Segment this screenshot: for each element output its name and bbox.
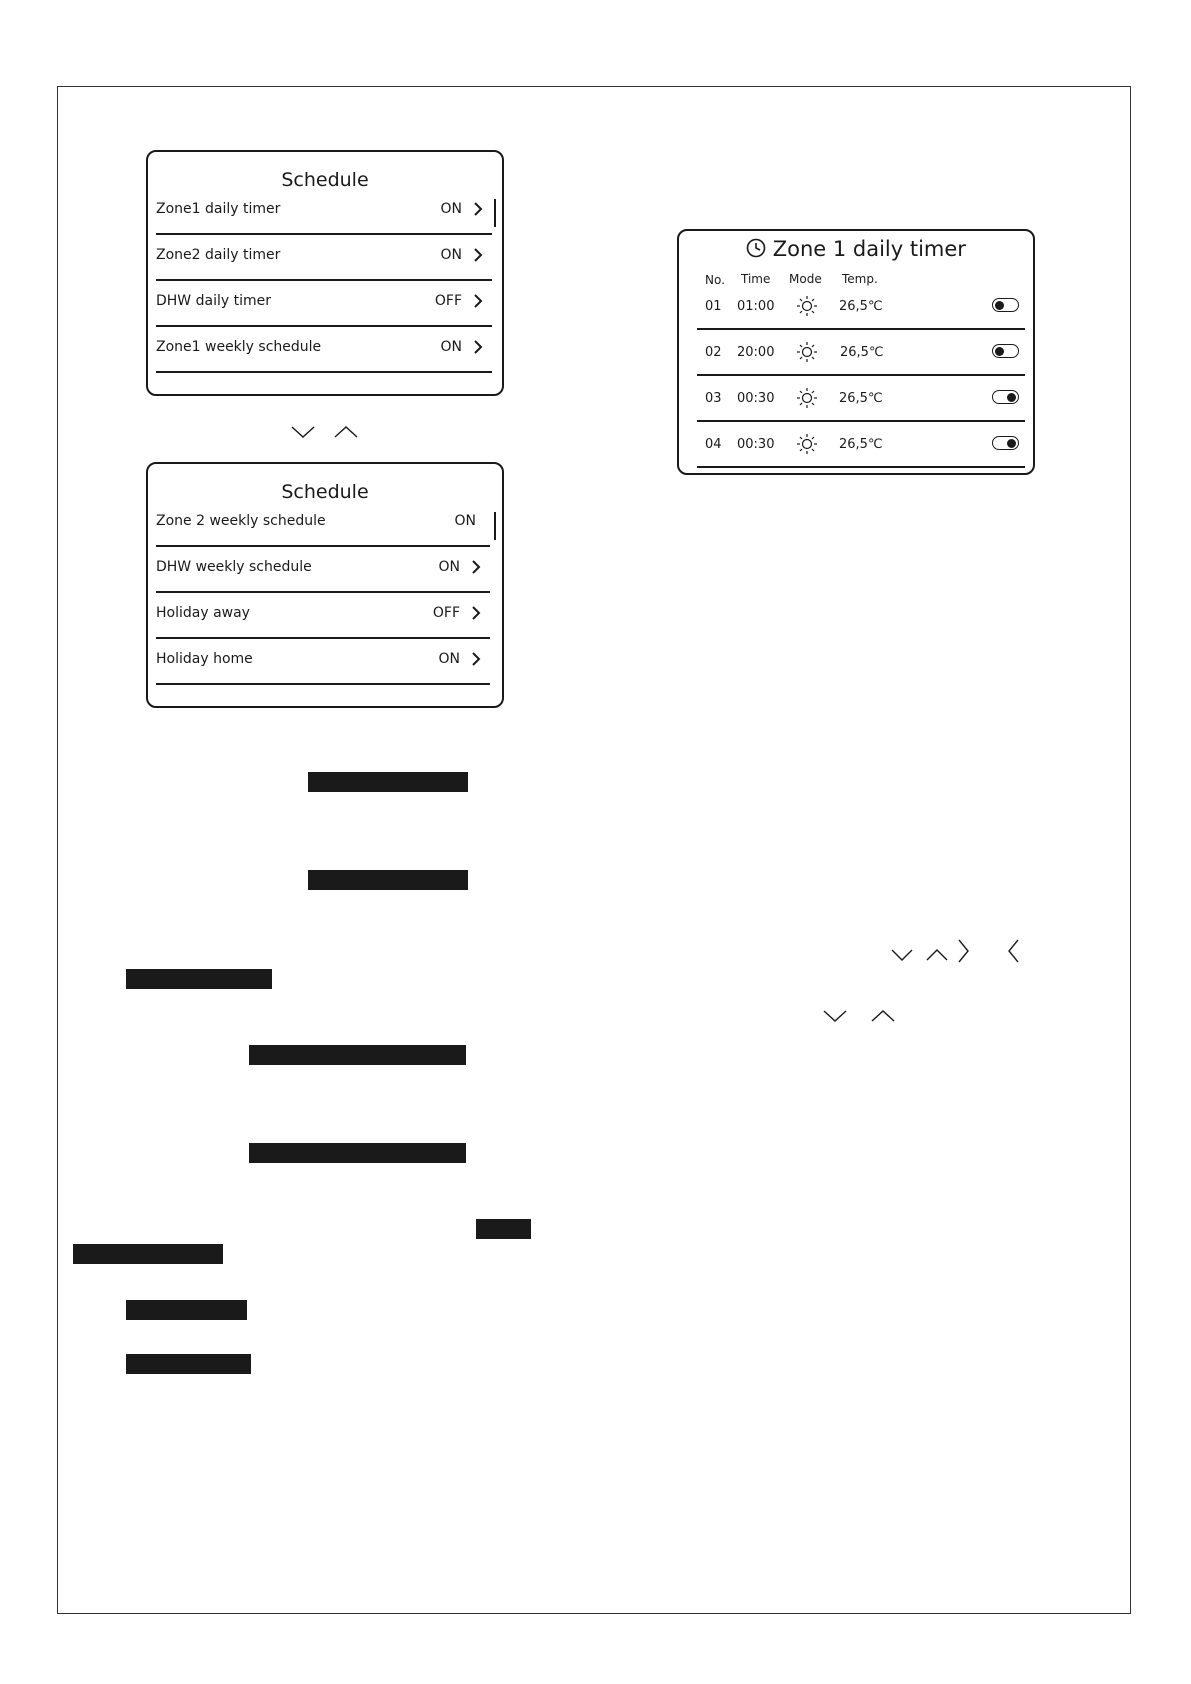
timer-toggle[interactable]	[992, 390, 1019, 404]
toggle-knob	[995, 301, 1004, 310]
column-header-mode: Mode	[789, 272, 822, 286]
menu-item-zone1-daily-timer[interactable]	[156, 189, 492, 235]
redaction-bar	[308, 870, 468, 890]
menu-item-label: DHW weekly schedule	[156, 559, 312, 575]
timer-no: 03	[705, 391, 722, 406]
menu-item-zone1-weekly-schedule[interactable]	[156, 327, 492, 373]
timer-no: 04	[705, 437, 722, 452]
timer-time: 20:00	[737, 345, 775, 360]
chevron-right-icon	[468, 559, 484, 575]
chevron-right-icon	[956, 938, 970, 964]
sun-icon	[796, 341, 818, 363]
timer-row[interactable]	[697, 422, 1025, 468]
column-header-time: Time	[741, 272, 771, 286]
schedule-panel-2	[146, 462, 504, 708]
menu-item-holiday-away[interactable]	[156, 593, 490, 639]
sun-icon	[796, 433, 818, 455]
timer-row[interactable]	[697, 330, 1025, 376]
chevron-right-icon	[468, 605, 484, 621]
timer-title	[679, 237, 1033, 261]
zone1-daily-timer-panel	[677, 229, 1035, 475]
menu-item-status: ON	[454, 513, 476, 529]
sun-icon	[796, 295, 818, 317]
timer-time: 00:30	[737, 437, 775, 452]
scroll-down-icon	[290, 424, 316, 440]
menu-item-status: ON	[440, 247, 462, 263]
scrollbar[interactable]	[494, 199, 496, 227]
menu-item-status: OFF	[434, 293, 462, 309]
menu-item-status: OFF	[432, 605, 460, 621]
menu-item-status: ON	[440, 201, 462, 217]
redaction-bar	[308, 772, 468, 792]
timer-time: 01:00	[737, 299, 775, 314]
timer-toggle[interactable]	[992, 298, 1019, 312]
chevron-left-icon	[1007, 938, 1021, 964]
timer-title-text: Zone 1 daily timer	[772, 237, 966, 261]
schedule-panel-1	[146, 150, 504, 396]
menu-item-label: Zone 2 weekly schedule	[156, 513, 326, 529]
menu-item-status: ON	[438, 651, 460, 667]
chevron-right-icon	[468, 651, 484, 667]
chevron-up-icon	[870, 1008, 896, 1024]
panel-title: Schedule	[281, 169, 369, 191]
timer-toggle[interactable]	[992, 436, 1019, 450]
timer-no: 02	[705, 345, 722, 360]
chevron-down-icon	[822, 1008, 848, 1024]
menu-item-label: Zone1 daily timer	[156, 201, 281, 217]
menu-item-status: ON	[438, 559, 460, 575]
redaction-bar	[126, 1354, 251, 1374]
toggle-knob	[995, 347, 1004, 356]
chevron-right-icon	[470, 293, 486, 309]
redaction-bar	[249, 1045, 466, 1065]
menu-item-zone2-daily-timer[interactable]	[156, 235, 492, 281]
chevron-right-icon	[470, 339, 486, 355]
menu-item-dhw-daily-timer[interactable]	[156, 281, 492, 327]
menu-item-label: Zone2 daily timer	[156, 247, 281, 263]
timer-time: 00:30	[737, 391, 775, 406]
redaction-bar	[476, 1219, 531, 1239]
timer-no: 01	[705, 299, 722, 314]
column-header-temp: Temp.	[842, 272, 878, 286]
panel-title: Schedule	[281, 481, 369, 503]
menu-item-label: DHW daily timer	[156, 293, 271, 309]
redaction-bar	[249, 1143, 466, 1163]
menu-item-holiday-home[interactable]	[156, 639, 490, 685]
menu-item-zone2-weekly-schedule[interactable]	[156, 501, 490, 547]
timer-row[interactable]	[697, 376, 1025, 422]
redaction-bar	[73, 1244, 223, 1264]
column-header-no: No.	[705, 273, 725, 287]
timer-temp: 26,5℃	[839, 391, 883, 406]
toggle-knob	[1007, 439, 1016, 448]
clock-icon	[746, 238, 766, 258]
chevron-up-icon	[925, 947, 949, 963]
redaction-bar	[126, 969, 272, 989]
sun-icon	[796, 387, 818, 409]
menu-item-status: ON	[440, 339, 462, 355]
chevron-down-icon	[890, 947, 914, 963]
timer-temp: 26,5℃	[840, 345, 884, 360]
timer-row[interactable]	[697, 284, 1025, 330]
scroll-up-icon	[333, 424, 359, 440]
menu-item-label: Holiday home	[156, 651, 253, 667]
toggle-knob	[1007, 393, 1016, 402]
chevron-right-icon	[470, 247, 486, 263]
timer-temp: 26,5℃	[839, 299, 883, 314]
menu-item-label: Zone1 weekly schedule	[156, 339, 322, 355]
scrollbar[interactable]	[494, 512, 496, 540]
timer-toggle[interactable]	[992, 344, 1019, 358]
menu-item-dhw-weekly-schedule[interactable]	[156, 547, 490, 593]
redaction-bar	[126, 1300, 247, 1320]
timer-temp: 26,5℃	[839, 437, 883, 452]
chevron-right-icon	[470, 201, 486, 217]
menu-item-label: Holiday away	[156, 605, 250, 621]
